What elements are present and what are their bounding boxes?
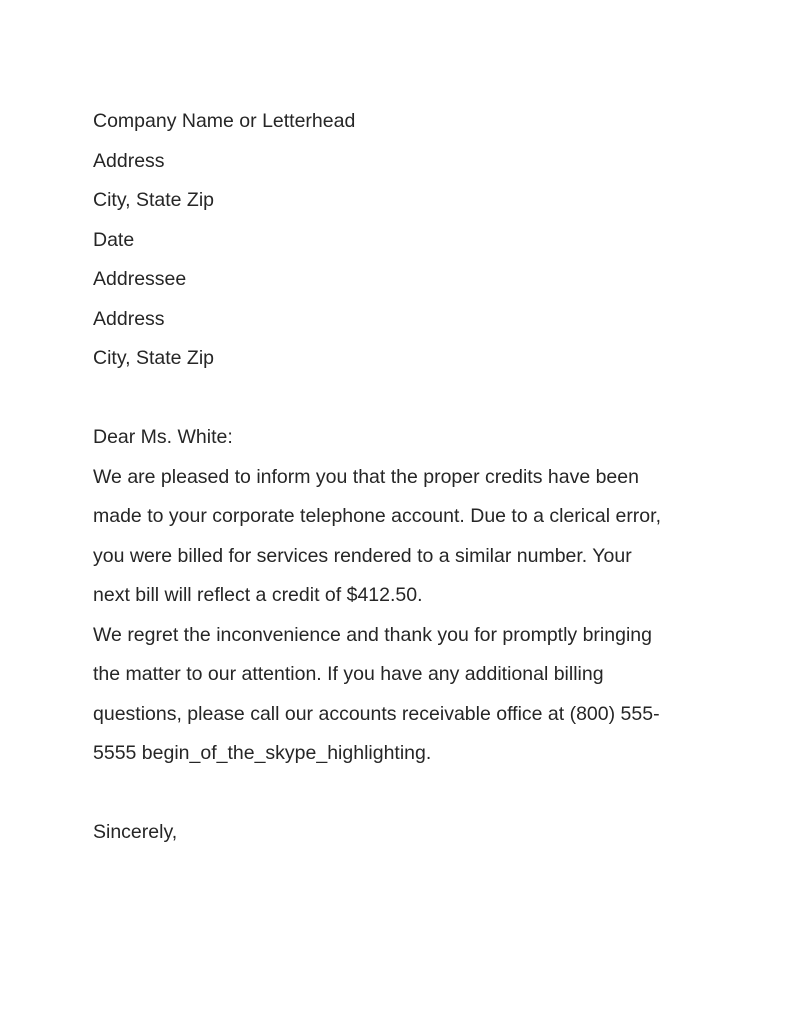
paragraph-line: made to your corporate telephone account. Due to a clerical error, <box>93 505 661 527</box>
salutation: Dear Ms. White: <box>93 426 233 448</box>
letter-date: Date <box>93 228 135 251</box>
recipient-name: Addressee <box>93 268 187 290</box>
paragraph-line: We are pleased to inform you that the proper credits have been <box>93 465 639 488</box>
sender-company: Company Name or Letterhead <box>93 110 356 132</box>
recipient-city-state-zip: City, State Zip <box>93 347 215 369</box>
paragraph-line: the matter to our attention. If you have any additional billing <box>93 663 604 685</box>
paragraph-line: 5555 begin_of_the_skype_highlighting. <box>93 742 432 764</box>
paragraph-line: next bill will reflect a credit of $412.50. <box>93 584 423 606</box>
spacer <box>93 379 708 419</box>
body-paragraph-2 <box>93 616 708 774</box>
letter-body <box>93 102 708 853</box>
spacer <box>93 774 708 814</box>
paragraph-line: We regret the inconvenience and thank you for promptly bringing <box>93 623 652 646</box>
sender-address: Address <box>93 149 165 172</box>
sender-city-state-zip: City, State Zip <box>93 189 215 211</box>
paragraph-line: you were billed for services rendered to a similar number. Your <box>93 544 632 567</box>
closing: Sincerely, <box>93 821 178 843</box>
body-paragraph-1 <box>93 458 708 616</box>
recipient-address: Address <box>93 307 165 330</box>
paragraph-line: questions, please call our accounts receivable office at (800) 555- <box>93 702 660 725</box>
